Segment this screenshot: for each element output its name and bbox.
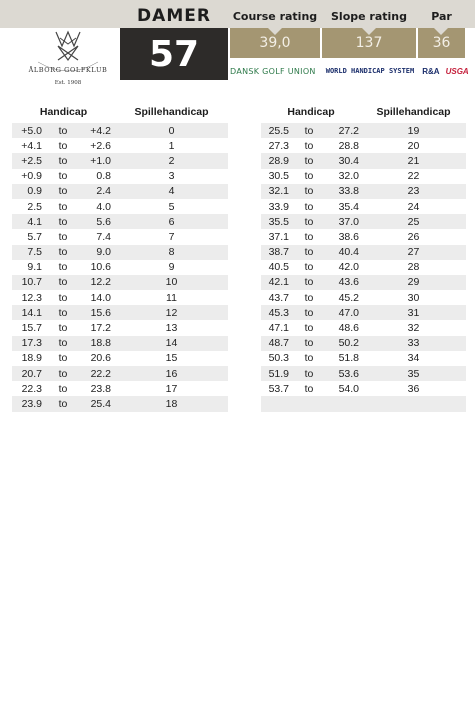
- course-handicap-box: [120, 28, 228, 80]
- handicap-from: 9.1: [27, 261, 42, 274]
- handicap-to: 37.0: [338, 215, 359, 228]
- handicap-from: 22.3: [21, 382, 42, 395]
- spillehandicap-value: 23: [407, 185, 420, 198]
- spillehandicap-value: 36: [407, 382, 420, 395]
- to-word: to: [304, 139, 314, 152]
- spillehandicap-value: 31: [407, 306, 420, 319]
- spillehandicap-value: 1: [168, 139, 175, 152]
- handicap-from: 15.7: [21, 322, 42, 335]
- to-word: to: [304, 322, 314, 335]
- handicap-to: 12.2: [90, 276, 111, 289]
- handicap-to: +2.6: [90, 139, 111, 152]
- spillehandicap-value: 29: [407, 276, 420, 289]
- table-row: [261, 381, 466, 396]
- table-row: [12, 214, 228, 229]
- table-row: [261, 275, 466, 290]
- table-row: [261, 199, 466, 214]
- rna-logo: R&A: [422, 66, 440, 76]
- to-word: to: [304, 291, 314, 304]
- handicap-to: 27.2: [338, 124, 359, 137]
- handicap-from: 12.3: [21, 291, 42, 304]
- handicap-to: 33.8: [338, 185, 359, 198]
- handicap-to: 50.2: [338, 337, 359, 350]
- table-row: [12, 320, 228, 335]
- handicap-from: 17.3: [21, 337, 42, 350]
- handicap-from: 18.9: [21, 352, 42, 365]
- to-word: to: [58, 352, 68, 365]
- spillehandicap-value: 17: [165, 382, 178, 395]
- handicap-table-left: [12, 106, 228, 412]
- table-row: [261, 320, 466, 335]
- handicap-to: 43.6: [338, 276, 359, 289]
- slope-rating-value: 137: [322, 28, 416, 58]
- spillehandicap-value: 27: [407, 246, 420, 259]
- table-row: [12, 396, 228, 411]
- table-row: [261, 305, 466, 320]
- table-row: [261, 229, 466, 244]
- handicap-from: 2.5: [27, 200, 42, 213]
- table-row: [261, 366, 466, 381]
- handicap-from: 38.7: [268, 246, 289, 259]
- handicap-from: 0.9: [27, 185, 42, 198]
- table-row: [12, 290, 228, 305]
- table-row: [261, 123, 466, 138]
- handicap-to: 0.8: [96, 170, 111, 183]
- table-row: [261, 396, 466, 411]
- to-word: to: [304, 261, 314, 274]
- handicap-to: 38.6: [338, 230, 359, 243]
- table-header: [12, 106, 228, 123]
- handicap-to: 35.4: [338, 200, 359, 213]
- whs-logo: WORLD HANDICAP SYSTEM: [325, 67, 415, 75]
- section-title-box: [120, 4, 228, 28]
- handicap-from: 33.9: [268, 200, 289, 213]
- handicap-from: 50.3: [268, 352, 289, 365]
- svg-text:ÅLBORG GOLFKLUB: ÅLBORG GOLFKLUB: [28, 66, 108, 74]
- table-row: [12, 153, 228, 168]
- table-header: [261, 106, 466, 123]
- handicap-to: 42.0: [338, 261, 359, 274]
- handicap-from: 30.5: [268, 170, 289, 183]
- to-word: to: [304, 367, 314, 380]
- table-row: [12, 305, 228, 320]
- table-row: [12, 381, 228, 396]
- dgu-logo: DANSK GOLF UNION: [230, 66, 316, 76]
- handicap-to: 2.4: [96, 185, 111, 198]
- spillehandicap-value: 15: [165, 352, 178, 365]
- spillehandicap-value: 30: [407, 291, 420, 304]
- handicap-to: 28.8: [338, 139, 359, 152]
- spillehandicap-value: 33: [407, 337, 420, 350]
- table-row: [12, 336, 228, 351]
- table-row: [12, 199, 228, 214]
- handicap-to: 47.0: [338, 306, 359, 319]
- table-row: [12, 275, 228, 290]
- spillehandicap-value: 18: [165, 397, 178, 410]
- handicap-to: 4.0: [96, 200, 111, 213]
- club-logo: [28, 28, 108, 90]
- spillehandicap-value: 2: [168, 154, 175, 167]
- handicap-from: 32.1: [268, 185, 289, 198]
- to-word: to: [304, 200, 314, 213]
- table-row: [261, 336, 466, 351]
- handicap-from: 4.1: [27, 215, 42, 228]
- handicap-from: 51.9: [268, 367, 289, 380]
- handicap-table-right: [261, 106, 466, 412]
- handicap-to: 7.4: [96, 230, 111, 243]
- spillehandicap-value: 22: [407, 170, 420, 183]
- handicap-to: 14.0: [90, 291, 111, 304]
- to-word: to: [58, 230, 68, 243]
- handicap-from: 5.7: [27, 230, 42, 243]
- slope-rating-label: Slope rating: [322, 4, 416, 28]
- to-word: to: [58, 306, 68, 319]
- table-row: [261, 245, 466, 260]
- to-word: to: [58, 322, 68, 335]
- spillehandicap-value: 19: [407, 124, 420, 137]
- svg-text:Est. 1908: Est. 1908: [54, 80, 82, 86]
- handicap-to: 30.4: [338, 154, 359, 167]
- to-word: to: [58, 291, 68, 304]
- handicap-to: 40.4: [338, 246, 359, 259]
- to-word: to: [58, 200, 68, 213]
- course-rating-value: 39,0: [230, 28, 320, 58]
- spillehandicap-value: 25: [407, 215, 420, 228]
- to-word: to: [304, 306, 314, 319]
- spillehandicap-value: 21: [407, 154, 420, 167]
- course-handicap-value: 57: [148, 33, 200, 75]
- handicap-from: 35.5: [268, 215, 289, 228]
- to-word: to: [304, 246, 314, 259]
- spillehandicap-value: 6: [168, 215, 175, 228]
- handicap-from: 40.5: [268, 261, 289, 274]
- to-word: to: [58, 185, 68, 198]
- spillehandicap-value: 10: [165, 276, 178, 289]
- to-word: to: [304, 382, 314, 395]
- table-row: [12, 366, 228, 381]
- to-word: to: [58, 397, 68, 410]
- to-word: to: [58, 337, 68, 350]
- table-row: [12, 123, 228, 138]
- table-row: [12, 138, 228, 153]
- handicap-to: 32.0: [338, 170, 359, 183]
- table-row: [261, 290, 466, 305]
- handicap-to: 5.6: [96, 215, 111, 228]
- handicap-header: Handicap: [287, 106, 335, 118]
- handicap-to: +1.0: [90, 154, 111, 167]
- handicap-from: 48.7: [268, 337, 289, 350]
- handicap-to: 23.8: [90, 382, 111, 395]
- spillehandicap-value: 28: [407, 261, 420, 274]
- to-word: to: [58, 276, 68, 289]
- to-word: to: [304, 154, 314, 167]
- to-word: to: [304, 352, 314, 365]
- handicap-from: 25.5: [268, 124, 289, 137]
- table-row: [261, 153, 466, 168]
- to-word: to: [304, 185, 314, 198]
- handicap-from: 45.3: [268, 306, 289, 319]
- par-label: Par: [418, 4, 465, 28]
- table-row: [12, 184, 228, 199]
- handicap-header: Handicap: [39, 106, 88, 118]
- to-word: to: [58, 154, 68, 167]
- spillehandicap-value: 13: [165, 322, 178, 335]
- to-word: to: [58, 261, 68, 274]
- table-row: [261, 184, 466, 199]
- to-word: to: [304, 230, 314, 243]
- handicap-from: 20.7: [21, 367, 42, 380]
- to-word: to: [304, 170, 314, 183]
- par-value: 36: [418, 28, 465, 58]
- slope-rating-notch: [362, 28, 376, 35]
- spillehandicap-value: 0: [168, 124, 175, 137]
- spillehandicap-value: 8: [168, 246, 175, 259]
- to-word: to: [58, 139, 68, 152]
- handicap-from: 14.1: [21, 306, 42, 319]
- table-row: [261, 138, 466, 153]
- to-word: to: [58, 124, 68, 137]
- table-row: [261, 169, 466, 184]
- sponsor-logos: [230, 62, 475, 80]
- spillehandicap-value: 14: [165, 337, 178, 350]
- table-row: [12, 229, 228, 244]
- spillehandicap-value: 11: [166, 291, 177, 304]
- table-row: [12, 169, 228, 184]
- course-rating-label: Course rating: [230, 4, 320, 28]
- handicap-to: 18.8: [90, 337, 111, 350]
- spillehandicap-value: 5: [168, 200, 175, 213]
- handicap-from: 7.5: [27, 246, 42, 259]
- spillehandicap-value: 12: [165, 306, 178, 319]
- handicap-to: 17.2: [90, 322, 111, 335]
- handicap-to: +4.2: [90, 124, 111, 137]
- to-word: to: [58, 367, 68, 380]
- handicap-from: 27.3: [268, 139, 289, 152]
- handicap-from: +2.5: [21, 154, 42, 167]
- handicap-to: 51.8: [338, 352, 359, 365]
- spillehandicap-value: 34: [407, 352, 420, 365]
- handicap-from: 47.1: [268, 322, 289, 335]
- handicap-from: 28.9: [268, 154, 289, 167]
- usga-logo: USGA: [445, 66, 469, 76]
- spillehandicap-value: 7: [168, 230, 175, 243]
- section-title: DAMER: [137, 6, 211, 26]
- handicap-to: 20.6: [90, 352, 111, 365]
- spillehandicap-value: 4: [168, 185, 175, 198]
- to-word: to: [58, 382, 68, 395]
- spillehandicap-value: 3: [168, 170, 175, 183]
- to-word: to: [58, 215, 68, 228]
- handicap-to: 45.2: [338, 291, 359, 304]
- to-word: to: [304, 215, 314, 228]
- handicap-from: 37.1: [268, 230, 289, 243]
- spillehandicap-header: Spillehandicap: [376, 106, 451, 118]
- course-rating-notch: [268, 28, 282, 35]
- handicap-from: 43.7: [268, 291, 289, 304]
- handicap-to: 48.6: [338, 322, 359, 335]
- handicap-to: 10.6: [90, 261, 111, 274]
- par-notch: [434, 28, 448, 35]
- handicap-from: +0.9: [21, 170, 42, 183]
- handicap-from: 10.7: [21, 276, 42, 289]
- spillehandicap-value: 32: [407, 322, 420, 335]
- handicap-to: 15.6: [90, 306, 111, 319]
- to-word: to: [58, 246, 68, 259]
- to-word: to: [304, 337, 314, 350]
- to-word: to: [304, 276, 314, 289]
- handicap-from: 23.9: [21, 397, 42, 410]
- table-row: [261, 260, 466, 275]
- handicap-to: 54.0: [338, 382, 359, 395]
- to-word: to: [58, 170, 68, 183]
- handicap-to: 25.4: [90, 397, 111, 410]
- spillehandicap-value: 9: [168, 261, 175, 274]
- spillehandicap-value: 20: [407, 139, 420, 152]
- handicap-to: 53.6: [338, 367, 359, 380]
- table-row: [12, 351, 228, 366]
- to-word: to: [304, 124, 314, 137]
- handicap-from: +5.0: [21, 124, 42, 137]
- handicap-from: +4.1: [21, 139, 42, 152]
- handicap-to: 9.0: [96, 246, 111, 259]
- spillehandicap-value: 26: [407, 230, 420, 243]
- handicap-to: 22.2: [90, 367, 111, 380]
- spillehandicap-value: 16: [165, 367, 178, 380]
- spillehandicap-value: 35: [407, 367, 420, 380]
- table-row: [12, 260, 228, 275]
- table-row: [261, 214, 466, 229]
- spillehandicap-value: 24: [407, 200, 420, 213]
- handicap-from: 42.1: [268, 276, 289, 289]
- table-row: [12, 245, 228, 260]
- handicap-from: 53.7: [268, 382, 289, 395]
- table-row: [261, 351, 466, 366]
- spillehandicap-header: Spillehandicap: [134, 106, 209, 118]
